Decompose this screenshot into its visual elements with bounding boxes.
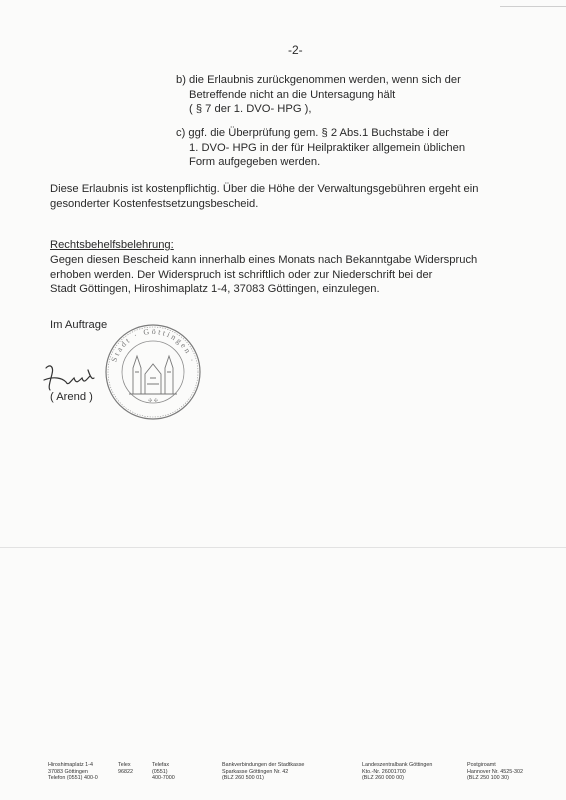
scan-artifact-line (500, 6, 566, 7)
footer-telex (118, 762, 133, 775)
footer-line: Telefon (0551) 400-0 (48, 775, 98, 782)
svg-text:Stadt · Göttingen ·: Stadt · Göttingen · (109, 326, 198, 365)
footer-postgiroamt (467, 762, 523, 782)
svg-text:✣ ✣: ✣ ✣ (148, 398, 158, 404)
footer-line: Hannover Nr. 4525-302 (467, 768, 524, 775)
footer-line: 96822 (118, 768, 133, 775)
footer-line: Telex (118, 762, 131, 768)
paragraph-line: Stadt Göttingen, Hiroshimaplatz 1-4, 37083 Göttingen, einzulegen. (50, 283, 380, 296)
list-item-line: Betreffende nicht an die Untersagung hält (189, 88, 396, 101)
im-auftrag-label: Im Auftrage (50, 319, 108, 331)
footer-line: Hiroshimaplatz 1-4 (48, 762, 93, 768)
footer-line: (BLZ 260 000 00) (362, 775, 404, 782)
footer-line: Kto.-Nr. 26001700 (362, 768, 406, 775)
paragraph-line: gesonderter Kostenfestsetzungsbescheid. (50, 197, 259, 210)
footer-line: (BLZ 250 100 30) (467, 775, 509, 782)
paragraph-line: Gegen diesen Bescheid kann innerhalb eines Monats nach Bekanntgabe Widerspruch (50, 254, 478, 266)
list-item-b (176, 73, 461, 117)
fee-paragraph (50, 182, 478, 211)
footer-line: Bankverbindungen der Stadtkasse (222, 762, 305, 768)
paragraph-line: erhoben werden. Der Widerspruch ist schriftlich oder zur Niederschrift bei der (50, 268, 433, 281)
rechtsbehelf-heading: Rechtsbehelfsbelehrung: (50, 239, 174, 251)
footer-line: 400-7000 (152, 775, 175, 782)
list-item-line: Form aufgegeben werden. (189, 156, 321, 169)
footer-telefax (152, 762, 175, 782)
footer-line: Postgiroamt (467, 762, 496, 768)
footer-line: Sparkasse Göttingen Nr. 42 (222, 768, 289, 775)
footer-bank-stadtkasse (222, 762, 304, 782)
list-item-line: 1. DVO- HPG in der für Heilpraktiker allgemein üblichen (189, 141, 466, 154)
footer-address (48, 762, 98, 782)
rechtsbehelf-paragraph (50, 253, 477, 297)
signer-name: ( Arend ) (50, 391, 93, 403)
footer-line: 37083 Göttingen (48, 768, 88, 775)
page-number: -2- (288, 43, 303, 57)
list-item-c (176, 126, 465, 170)
list-item-line: c) ggf. die Überprüfung gem. § 2 Abs.1 Buchstabe i der (176, 127, 450, 139)
footer-line: Telefax (152, 762, 170, 768)
footer-landeszentralbank (362, 762, 432, 782)
city-seal (103, 322, 203, 422)
scan-artifact-line (0, 547, 566, 548)
footer-line: Landeszentralbank Göttingen (362, 762, 433, 768)
list-item-line: b) die Erlaubnis zurückgenommen werden, wenn sich der (176, 74, 461, 86)
footer-line: (0551) (152, 768, 168, 775)
list-item-line: ( § 7 der 1. DVO- HPG ), (189, 103, 312, 116)
footer-line: (BLZ 260 500 01) (222, 775, 264, 782)
paragraph-line: Diese Erlaubnis ist kostenpflichtig. Über die Höhe der Verwaltungsgebühren ergeht ein (50, 183, 479, 195)
